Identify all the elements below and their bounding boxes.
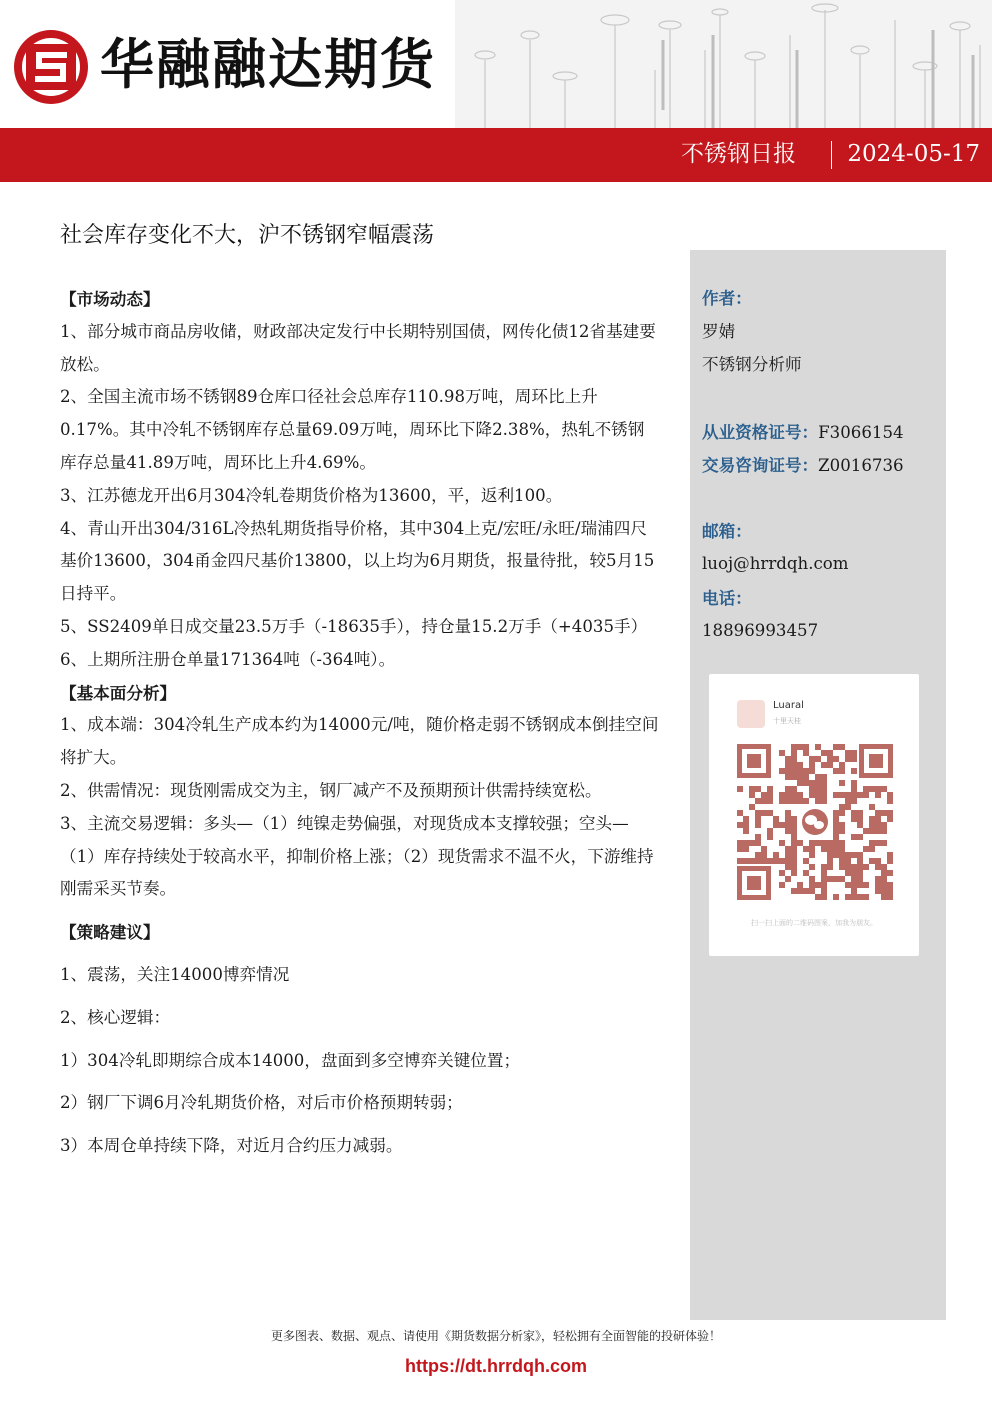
main-content [60, 283, 660, 1163]
fundamental-item: 1、成本端：304冷轧生产成本约为14000元/吨，随价格走弱不锈钢成本倒挂空间将扩大。 [60, 715, 659, 768]
strategy-item: 2）钢厂下调6月冷轧期货价格，对后市价格预期转弱； [60, 1093, 463, 1113]
brand-name: 华融融达期货 [100, 33, 436, 96]
strategy-item: 1）304冷轧即期综合成本14000，盘面到多空博弈关键位置； [60, 1050, 521, 1070]
market-item: 5、SS2409单日成交量23.5万手（-18635手），持仓量15.2万手（+4035手） [60, 616, 648, 636]
market-item: 3、江苏德龙开出6月304冷轧卷期货价格为13600，平，返利100。 [60, 485, 563, 505]
consult-label: 交易咨询证号： [702, 455, 819, 475]
section-title-market: 【市场动态】 [60, 289, 160, 309]
banner-divider [831, 141, 832, 169]
headline: 社会库存变化不大，沪不锈钢窄幅震荡 [60, 223, 435, 248]
author-name: 罗婧 [702, 322, 736, 341]
report-banner [0, 128, 992, 182]
market-item: 1、部分城市商品房收储，财政部决定发行中长期特别国债，网传化债12省基建要放松。 [60, 321, 656, 374]
phone-value: 18896993457 [702, 621, 819, 640]
report-date: 2024-05-17 [847, 141, 980, 167]
author-sidebar [690, 250, 946, 1320]
strategy-item: 1、震荡，关注14000博弈情况 [60, 964, 290, 984]
qr-caption: 扫一扫上面的二维码图案，加我为朋友。 [751, 919, 877, 927]
market-item: 2、全国主流市场不锈钢89仓库口径社会总库存110.98万吨，周环比上升0.17%。其中冷轧不锈钢库存总量69.09万吨，周环比下降2.38%，热轧不锈钢库存总量41.89万吨，周环比上升4.69%。 [60, 387, 645, 472]
qr-code [737, 744, 893, 900]
author-label: 作者： [702, 288, 752, 308]
qr-contact-sub: 十里天桂 [773, 717, 801, 725]
email-label: 邮箱： [702, 521, 752, 541]
consult-value: Z0016736 [818, 456, 904, 475]
section-title-strategy: 【策略建议】 [60, 922, 160, 943]
fundamental-item: 2、供需情况：现货刚需成交为主，钢厂减产不及预期预计供需持续宽松。 [60, 780, 602, 800]
license-value: F3066154 [818, 423, 904, 442]
strategy-item: 3）本周仓单持续下降，对近月合约压力减弱。 [60, 1136, 403, 1156]
strategy-item: 2、核心逻辑： [60, 1007, 171, 1027]
header-decoration [455, 0, 992, 128]
fundamental-item: 3、主流交易逻辑：多头—（1）纯镍走势偏强，对现货成本支撑较强；空头—（1）库存持续处于较高水平，抑制价格上涨；（2）现货需求不温不火，下游维持刚需采买节奏。 [60, 813, 654, 899]
report-title: 不锈钢日报 [681, 141, 796, 167]
consult-line [702, 453, 904, 478]
phone-label: 电话： [702, 588, 752, 608]
market-item: 4、青山开出304/316L冷热轧期货指导价格，其中304上克/宏旺/永旺/瑞浦四尺基价13600，304甬金四尺基价13800，以上均为6月期货，报量待批，较5月15日持平。 [60, 518, 655, 604]
wechat-qr-card [709, 674, 919, 956]
author-role: 不锈钢分析师 [702, 355, 802, 374]
market-item: 6、上期所注册仓单量171364吨（-364吨）。 [60, 649, 396, 669]
company-logo [12, 28, 90, 106]
avatar [737, 700, 765, 728]
license-line [702, 420, 904, 445]
footer-note: 更多图表、数据、观点、请使用《期货数据分析家》，轻松拥有全面智能的投研体验！ [270, 1329, 721, 1343]
qr-contact-name: Luaral [773, 700, 804, 711]
email-value[interactable]: luoj@hrrdqh.com [702, 554, 849, 573]
section-title-fundamental: 【基本面分析】 [60, 682, 177, 703]
license-label: 从业资格证号： [702, 422, 819, 442]
footer-url-link[interactable]: https://dt.hrrdqh.com [405, 1356, 587, 1376]
